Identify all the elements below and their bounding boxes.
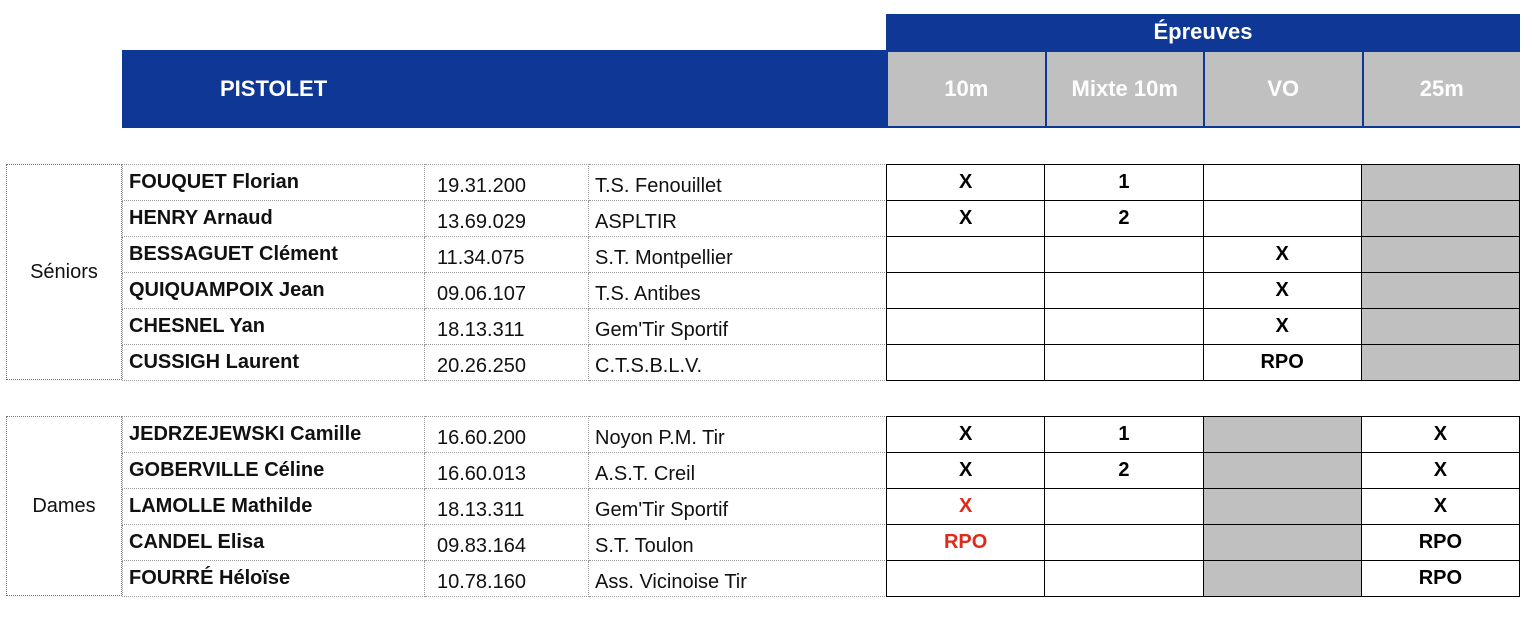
event-cell-mixte-10m: 1 — [1045, 417, 1203, 453]
table-row — [123, 309, 887, 345]
table-row — [887, 417, 1520, 453]
event-cell-10m — [887, 273, 1045, 309]
table-row — [123, 489, 887, 525]
column-header-mixte-10m: Mixte 10m — [1047, 52, 1204, 126]
event-cell-vo: X — [1203, 309, 1361, 345]
club-name: Noyon P.M. Tir — [589, 417, 887, 453]
club-name: Ass. Vicinoise Tir — [589, 561, 887, 597]
event-cell-vo — [1203, 165, 1361, 201]
event-cell-vo: X — [1203, 237, 1361, 273]
event-cell-25m-unavailable — [1361, 309, 1519, 345]
group-label-dames: Dames — [6, 416, 122, 596]
event-cell-mixte-10m: 2 — [1045, 453, 1203, 489]
license-number: 19.31.200 — [425, 165, 589, 201]
table-row — [887, 273, 1520, 309]
club-name: S.T. Montpellier — [589, 237, 887, 273]
license-number: 18.13.311 — [425, 309, 589, 345]
table-row — [887, 165, 1520, 201]
seniors-athlete-table — [122, 164, 887, 381]
event-cell-10m-highlighted: X — [887, 489, 1045, 525]
table-row — [887, 525, 1520, 561]
table-row — [123, 417, 887, 453]
license-number: 18.13.311 — [425, 489, 589, 525]
event-cell-10m: X — [887, 453, 1045, 489]
discipline-title-text: PISTOLET — [220, 76, 328, 101]
table-row — [887, 345, 1520, 381]
event-cell-10m-highlighted: RPO — [887, 525, 1045, 561]
column-header-vo: VO — [1205, 52, 1362, 126]
column-header-25m: 25m — [1364, 52, 1521, 126]
athlete-name: CANDEL Elisa — [123, 525, 425, 561]
club-name: T.S. Antibes — [589, 273, 887, 309]
event-cell-vo — [1203, 201, 1361, 237]
table-row — [123, 273, 887, 309]
athlete-name: CHESNEL Yan — [123, 309, 425, 345]
table-row — [887, 237, 1520, 273]
event-cell-mixte-10m — [1045, 237, 1203, 273]
event-cell-25m-unavailable — [1361, 273, 1519, 309]
column-header-10m: 10m — [888, 52, 1045, 126]
seniors-events-table — [886, 164, 1520, 381]
event-cell-mixte-10m: 2 — [1045, 201, 1203, 237]
athlete-name: LAMOLLE Mathilde — [123, 489, 425, 525]
license-number: 13.69.029 — [425, 201, 589, 237]
event-cell-25m: X — [1361, 453, 1519, 489]
license-number: 16.60.200 — [425, 417, 589, 453]
event-cell-10m — [887, 309, 1045, 345]
event-cell-mixte-10m — [1045, 345, 1203, 381]
table-row — [887, 489, 1520, 525]
event-cell-vo-unavailable — [1203, 561, 1361, 597]
event-cell-vo-unavailable — [1203, 489, 1361, 525]
event-cell-vo-unavailable — [1203, 525, 1361, 561]
athlete-name: QUIQUAMPOIX Jean — [123, 273, 425, 309]
event-cell-vo-unavailable — [1203, 453, 1361, 489]
event-cell-25m-unavailable — [1361, 345, 1519, 381]
athlete-name: FOUQUET Florian — [123, 165, 425, 201]
event-cell-25m-unavailable — [1361, 165, 1519, 201]
license-number: 10.78.160 — [425, 561, 589, 597]
group-label-seniors: Séniors — [6, 164, 122, 380]
event-cell-mixte-10m — [1045, 561, 1203, 597]
event-cell-25m: X — [1361, 417, 1519, 453]
event-cell-10m: X — [887, 165, 1045, 201]
club-name: A.S.T. Creil — [589, 453, 887, 489]
event-cell-25m: RPO — [1361, 525, 1519, 561]
athlete-name: GOBERVILLE Céline — [123, 453, 425, 489]
dames-events-table — [886, 416, 1520, 597]
table-row — [123, 201, 887, 237]
event-cell-10m — [887, 561, 1045, 597]
athlete-name: JEDRZEJEWSKI Camille — [123, 417, 425, 453]
epreuves-header: Épreuves — [886, 14, 1520, 50]
club-name: S.T. Toulon — [589, 525, 887, 561]
license-number: 11.34.075 — [425, 237, 589, 273]
table-row — [123, 525, 887, 561]
event-cell-vo-unavailable — [1203, 417, 1361, 453]
table-row — [887, 309, 1520, 345]
club-name: Gem'Tir Sportif — [589, 489, 887, 525]
event-column-headers — [886, 50, 1520, 128]
club-name: T.S. Fenouillet — [589, 165, 887, 201]
license-number: 20.26.250 — [425, 345, 589, 381]
event-cell-vo: RPO — [1203, 345, 1361, 381]
athlete-name: BESSAGUET Clément — [123, 237, 425, 273]
event-cell-mixte-10m — [1045, 309, 1203, 345]
event-cell-10m — [887, 237, 1045, 273]
athlete-name: HENRY Arnaud — [123, 201, 425, 237]
license-number: 09.83.164 — [425, 525, 589, 561]
table-row — [123, 453, 887, 489]
license-number: 09.06.107 — [425, 273, 589, 309]
club-name: ASPLTIR — [589, 201, 887, 237]
table-row — [887, 201, 1520, 237]
event-cell-mixte-10m — [1045, 273, 1203, 309]
table-row — [123, 345, 887, 381]
event-cell-mixte-10m — [1045, 525, 1203, 561]
table-row — [887, 561, 1520, 597]
event-cell-10m: X — [887, 417, 1045, 453]
table-row — [123, 237, 887, 273]
event-cell-25m: RPO — [1361, 561, 1519, 597]
event-cell-25m-unavailable — [1361, 201, 1519, 237]
license-number: 16.60.013 — [425, 453, 589, 489]
event-cell-vo: X — [1203, 273, 1361, 309]
dames-athlete-table — [122, 416, 887, 597]
athlete-name: FOURRÉ Héloïse — [123, 561, 425, 597]
event-cell-mixte-10m: 1 — [1045, 165, 1203, 201]
event-cell-25m-unavailable — [1361, 237, 1519, 273]
club-name: C.T.S.B.L.V. — [589, 345, 887, 381]
event-cell-10m — [887, 345, 1045, 381]
event-cell-10m: X — [887, 201, 1045, 237]
event-cell-mixte-10m — [1045, 489, 1203, 525]
table-row — [123, 561, 887, 597]
table-row — [123, 165, 887, 201]
club-name: Gem'Tir Sportif — [589, 309, 887, 345]
discipline-title — [122, 50, 886, 128]
athlete-name: CUSSIGH Laurent — [123, 345, 425, 381]
table-row — [887, 453, 1520, 489]
event-cell-25m: X — [1361, 489, 1519, 525]
